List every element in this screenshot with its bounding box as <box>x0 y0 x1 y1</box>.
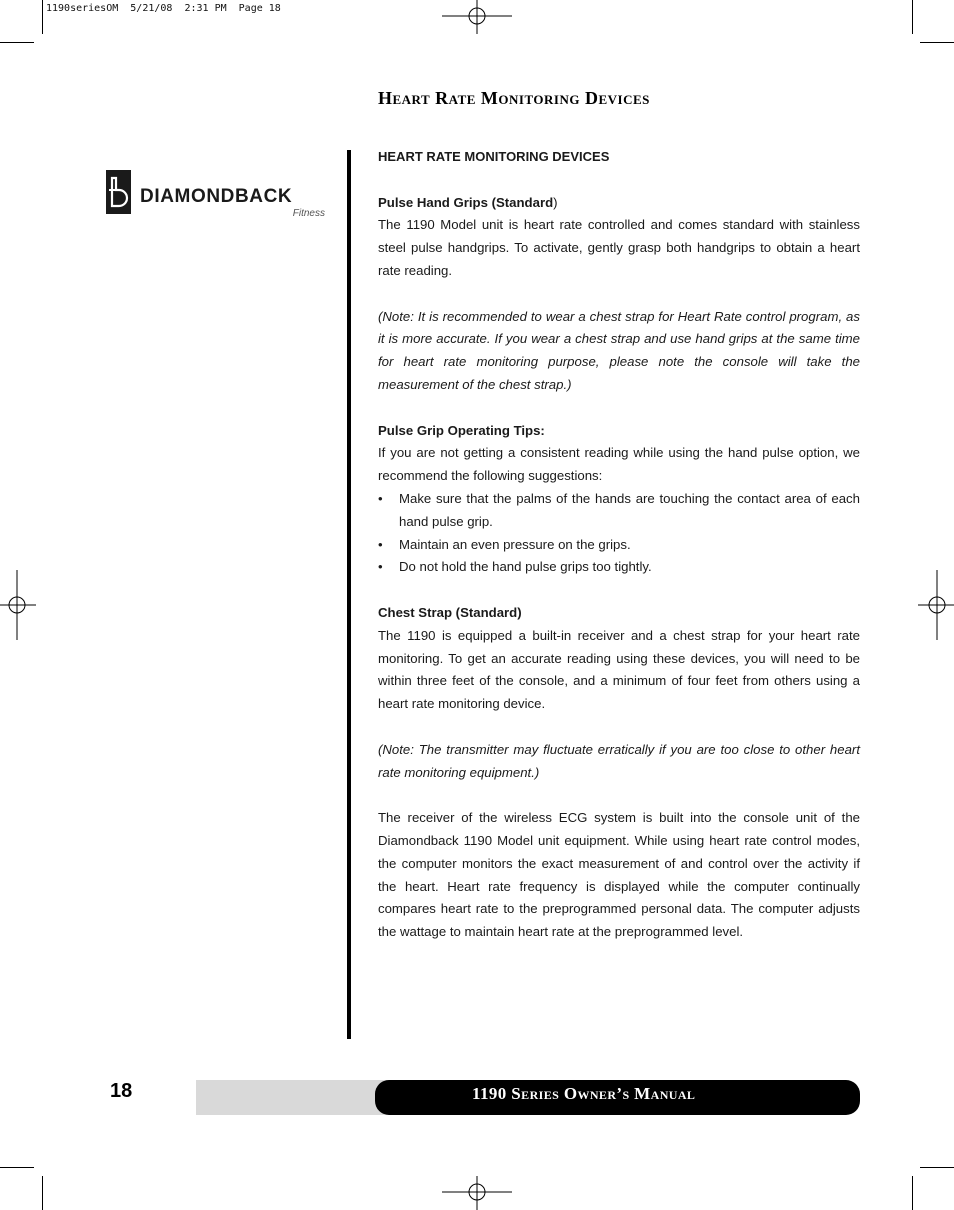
pulse-grip-tips-heading: Pulse Grip Operating Tips: <box>378 422 545 438</box>
pulse-grip-tips-list <box>378 488 860 579</box>
diamondback-emblem-icon <box>106 170 131 214</box>
chest-strap-note: (Note: It is recommended to wear a chest strap for Heart Rate control program, as it is more accurate. If you wear a chest strap and use hand grips at the same time for heart rate monitoring purpose, please note the console will take the measurement of the chest strap.) <box>378 308 860 392</box>
footer-manual-title: 1190 Series Owner’s Manual <box>472 1084 696 1103</box>
diamondback-logo <box>106 170 328 220</box>
registration-mark-bottom <box>440 1176 514 1210</box>
list-item: • Do not hold the hand pulse grips too tightly. <box>378 556 860 579</box>
bullet-icon: • <box>378 536 383 552</box>
chest-strap-heading: Chest Strap (Standard) <box>378 604 522 620</box>
chest-strap-body: The 1190 is equipped a built-in receiver and a chest strap for your heart rate monitoring. To get an accurate reading using these devices, you will need to be within three feet of the console, and a minimum of four feet from others using a heart rate monitoring device. <box>378 627 860 712</box>
registration-mark-right <box>918 570 954 640</box>
transmitter-note: (Note: The transmitter may fluctuate erratically if you are too close to other heart rate monitoring equipment.) <box>378 741 860 780</box>
page-title: Heart Rate Monitoring Devices <box>378 88 650 108</box>
print-slug: 1190seriesOM 5/21/08 2:31 PM Page 18 <box>46 3 281 14</box>
page-number: 18 <box>110 1080 133 1102</box>
list-item: • Make sure that the palms of the hands are touching the contact area of each hand pulse grip. <box>378 488 860 534</box>
bullet-icon: • <box>378 559 383 575</box>
closing-paragraph: The receiver of the wireless ECG system is built into the console unit of the Diamondback 1190 Model unit equipment. While using heart rate control modes, the computer monitors the exact measurement of and control over the activity if the heart. Heart rate frequency is displayed while the computer continually compares heart rate to the preprogrammed personal data. The computer adjusts the wattage to maintain heart rate at the preprogrammed level. <box>378 810 860 940</box>
section-main-heading: HEART RATE MONITORING DEVICES <box>378 149 610 164</box>
pulse-hand-grips-heading: Pulse Hand Grips (Standard) <box>378 194 558 210</box>
logo-subtitle: Fitness <box>292 208 325 219</box>
pulse-grip-tips-intro: If you are not getting a consistent reading while using the hand pulse option, we recommend the following suggestions: <box>378 445 860 484</box>
list-item: • Maintain an even pressure on the grips. <box>378 534 860 557</box>
registration-mark-top <box>440 0 514 34</box>
bullet-icon: • <box>378 490 383 506</box>
pulse-hand-grips-body: The 1190 Model unit is heart rate controlled and comes standard with stainless steel pulse handgrips. To activate, gently grasp both handgrips to obtain a heart rate reading. <box>378 217 860 278</box>
main-content <box>378 146 860 967</box>
registration-mark-left <box>0 570 36 640</box>
vertical-rule <box>347 150 351 1039</box>
logo-wordmark: DIAMONDBACK <box>140 186 293 207</box>
